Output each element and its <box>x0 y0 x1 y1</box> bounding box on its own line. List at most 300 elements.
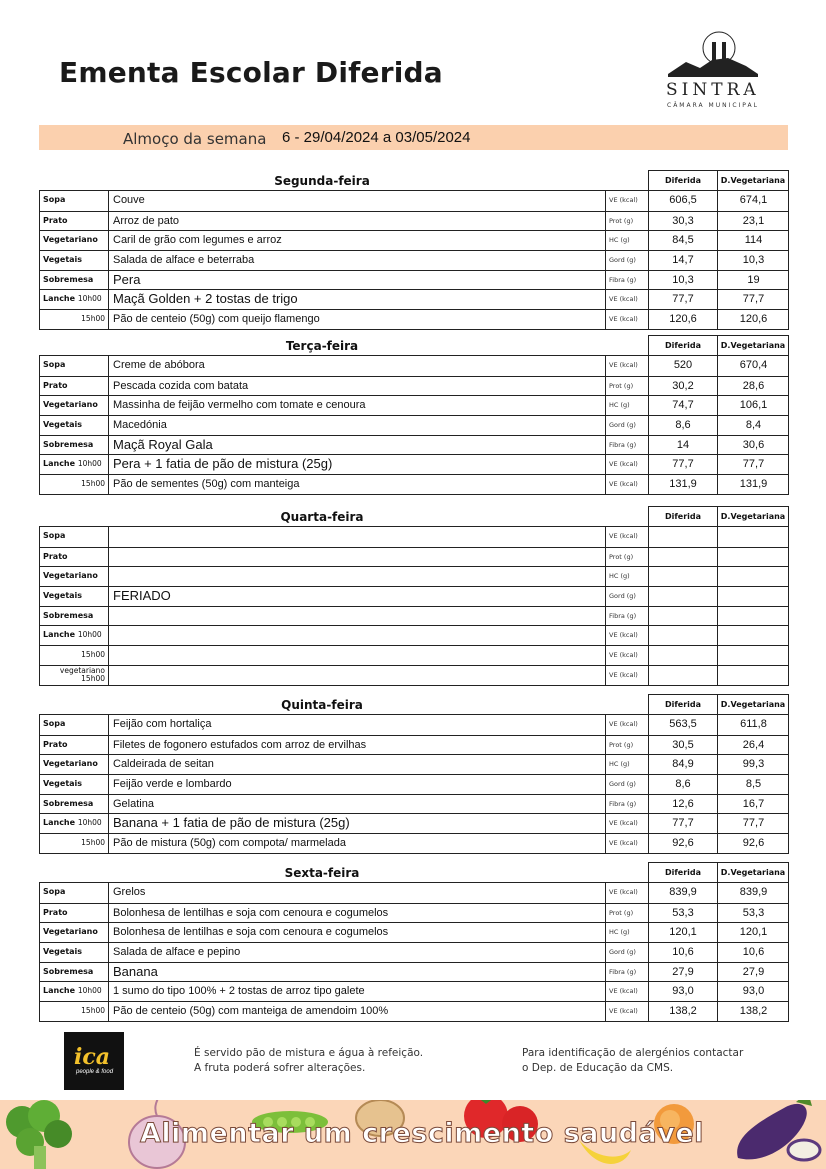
row-unit: Gord (g) <box>606 775 649 794</box>
table-row <box>40 665 788 685</box>
row-dish: Couve <box>109 191 606 211</box>
row-category-label: Sopa <box>43 719 66 728</box>
row-value-diferida <box>649 587 718 606</box>
footer-note-line: Para identificação de alergénios contactar <box>522 1047 744 1059</box>
row-unit: VE (kcal) <box>606 883 649 903</box>
row-category-label: Vegetais <box>43 947 83 957</box>
row-value-vegetariana <box>718 607 789 626</box>
broccoli-icon <box>0 1100 80 1169</box>
table-row <box>40 922 788 942</box>
row-value-diferida: 120,1 <box>649 923 718 942</box>
day-table <box>39 335 789 495</box>
table-row <box>40 625 788 645</box>
footer-note-right <box>522 1046 743 1076</box>
row-value-vegetariana: 8,4 <box>745 419 762 432</box>
row-value-vegetariana: 670,4 <box>739 359 768 371</box>
row-unit: HC (g) <box>606 396 649 415</box>
row-unit: Prot (g) <box>606 212 649 231</box>
row-value-diferida: 10,6 <box>649 943 718 962</box>
row-category-label: Vegetariano <box>43 759 98 769</box>
table-row <box>40 230 788 250</box>
row-unit: VE (kcal) <box>606 666 649 685</box>
row-category <box>40 775 109 794</box>
row-category <box>40 271 109 290</box>
row-dish: Banana <box>109 963 606 982</box>
table-row <box>40 606 788 626</box>
row-dish: Pera <box>109 271 606 290</box>
row-value-vegetariana: 114 <box>744 234 763 247</box>
row-category-label: Vegetariano <box>43 235 98 245</box>
row-category <box>40 646 109 665</box>
column-header-diferida: Diferida <box>648 694 718 714</box>
table-row <box>40 454 788 474</box>
day-table <box>39 694 789 854</box>
table-row <box>40 715 788 735</box>
day-rows <box>39 882 789 1022</box>
row-category <box>40 883 109 903</box>
day-rows <box>39 526 789 686</box>
week-bar <box>39 125 788 150</box>
row-value-vegetariana: 77,7 <box>742 458 765 471</box>
row-category <box>40 963 109 982</box>
row-time: 10h00 <box>77 986 102 996</box>
row-unit: HC (g) <box>606 923 649 942</box>
table-row <box>40 981 788 1001</box>
day-header <box>39 170 789 190</box>
row-category-label: Prato <box>43 739 68 749</box>
week-range: 6 - 29/04/2024 a 03/05/2024 <box>282 129 471 146</box>
row-unit: Prot (g) <box>606 904 649 923</box>
row-unit: Gord (g) <box>606 587 649 606</box>
row-category-label: Lanche <box>43 294 76 304</box>
row-time: 10h00 <box>77 818 102 828</box>
row-value-vegetariana <box>718 527 789 547</box>
row-category-label: Lanche <box>43 818 76 828</box>
row-dish: Feijão com hortaliça <box>109 715 606 735</box>
row-category-label: Prato <box>43 215 68 225</box>
row-dish: Massinha de feijão vermelho com tomate e cenoura <box>109 396 606 415</box>
row-dish: FERIADO <box>109 587 606 606</box>
row-value-diferida: 93,0 <box>649 982 718 1001</box>
column-header-diferida: Diferida <box>648 335 718 355</box>
row-dish: Pão de mistura (50g) com compota/ marmelada <box>109 834 606 853</box>
row-unit: Fibra (g) <box>606 607 649 626</box>
row-unit: Prot (g) <box>606 736 649 755</box>
row-value-vegetariana: 93,0 <box>742 985 765 998</box>
row-dish: Filetes de fogonero estufados com arroz de ervilhas <box>109 736 606 755</box>
row-dish: Caldeirada de seitan <box>109 755 606 774</box>
row-value-vegetariana: 674,1 <box>739 194 768 206</box>
row-category <box>40 1002 109 1021</box>
day-rows <box>39 190 789 330</box>
row-category-label: Sopa <box>43 887 66 896</box>
row-unit: Gord (g) <box>606 943 649 962</box>
row-category <box>40 795 109 814</box>
row-category <box>40 755 109 774</box>
row-value-vegetariana: 92,6 <box>742 837 765 850</box>
row-category-label: Vegetariano <box>43 571 98 581</box>
table-row <box>40 250 788 270</box>
row-value-diferida: 8,6 <box>649 775 718 794</box>
row-value-vegetariana: 10,3 <box>742 254 765 267</box>
row-time: 15h00 <box>81 314 105 324</box>
row-dish: Macedónia <box>109 416 606 435</box>
logo-subtitle: CÂMARA MUNICIPAL <box>667 102 759 109</box>
row-value-vegetariana <box>718 646 789 665</box>
row-category <box>40 251 109 270</box>
row-time: 10h00 <box>77 630 102 640</box>
row-value-diferida: 606,5 <box>649 191 718 211</box>
row-dish: Caril de grão com legumes e arroz <box>109 231 606 250</box>
row-category-label: vegetariano <box>59 665 105 675</box>
row-category <box>40 356 109 376</box>
row-time: 15h00 <box>81 673 105 683</box>
row-category <box>40 736 109 755</box>
day-header <box>39 694 789 714</box>
day-header <box>39 335 789 355</box>
row-value-vegetariana: 23,1 <box>742 214 765 227</box>
row-value-diferida: 92,6 <box>649 834 718 853</box>
table-row <box>40 735 788 755</box>
row-unit: VE (kcal) <box>606 1002 649 1021</box>
row-category <box>40 416 109 435</box>
row-category <box>40 567 109 586</box>
row-value-diferida: 74,7 <box>649 396 718 415</box>
row-time: 10h00 <box>77 459 102 469</box>
day-name: Quarta-feira <box>280 510 364 524</box>
row-value-diferida: 84,5 <box>649 231 718 250</box>
row-category <box>40 607 109 626</box>
table-row <box>40 395 788 415</box>
day-rows <box>39 355 789 495</box>
row-unit: VE (kcal) <box>606 834 649 853</box>
footer-note-line: o Dep. de Educação da CMS. <box>522 1062 674 1074</box>
row-unit: Fibra (g) <box>606 795 649 814</box>
row-value-vegetariana: 8,5 <box>745 778 762 791</box>
table-row <box>40 289 788 309</box>
row-value-diferida: 563,5 <box>649 715 718 735</box>
row-dish: Feijão verde e lombardo <box>109 775 606 794</box>
row-dish <box>109 607 606 626</box>
row-category <box>40 626 109 645</box>
table-row <box>40 962 788 982</box>
ica-logo-subtext: people & food <box>76 1069 114 1075</box>
row-value-vegetariana: 30,6 <box>742 438 765 451</box>
row-category-label: Sopa <box>43 531 66 540</box>
row-category <box>40 191 109 211</box>
row-dish: Grelos <box>109 883 606 903</box>
row-value-vegetariana <box>718 587 789 606</box>
column-header-vegetariana: D.Vegetariana <box>717 335 789 355</box>
row-dish: 1 sumo do tipo 100% + 2 tostas de arroz tipo galete <box>109 982 606 1001</box>
row-unit: Fibra (g) <box>606 963 649 982</box>
row-category <box>40 834 109 853</box>
day-table <box>39 170 789 330</box>
row-time: 15h00 <box>81 650 105 660</box>
row-unit: VE (kcal) <box>606 455 649 474</box>
column-header-diferida: Diferida <box>648 862 718 882</box>
row-value-vegetariana <box>718 666 789 685</box>
row-category-label: Sopa <box>43 360 66 369</box>
table-row <box>40 415 788 435</box>
day-name: Terça-feira <box>285 339 359 353</box>
row-category <box>40 212 109 231</box>
day-header <box>39 862 789 882</box>
row-dish: Salada de alface e pepino <box>109 943 606 962</box>
row-value-diferida <box>649 567 718 586</box>
row-value-diferida: 84,9 <box>649 755 718 774</box>
row-category-label: Vegetariano <box>43 927 98 937</box>
row-value-diferida: 77,7 <box>649 814 718 833</box>
row-unit: VE (kcal) <box>606 982 649 1001</box>
row-category-label: Vegetais <box>43 255 83 265</box>
row-category-label: Vegetais <box>43 591 83 601</box>
footer-note-line: É servido pão de mistura e água à refeição. <box>194 1047 424 1059</box>
row-category <box>40 290 109 309</box>
row-value-vegetariana: 106,1 <box>739 399 768 412</box>
row-value-vegetariana: 120,1 <box>739 926 768 939</box>
table-row <box>40 833 788 853</box>
row-unit: VE (kcal) <box>606 527 649 547</box>
row-category <box>40 904 109 923</box>
logo-brand: SINTRA <box>666 80 760 100</box>
row-value-vegetariana: 611,8 <box>740 718 767 730</box>
row-category <box>40 310 109 329</box>
row-time: 15h00 <box>81 479 105 489</box>
row-dish: Creme de abóbora <box>109 356 606 376</box>
row-value-vegetariana: 27,9 <box>742 965 765 978</box>
day-rows <box>39 714 789 854</box>
column-header-vegetariana: D.Vegetariana <box>717 506 789 526</box>
row-dish: Arroz de pato <box>109 212 606 231</box>
row-dish: Pescada cozida com batata <box>109 377 606 396</box>
row-value-diferida: 12,6 <box>649 795 718 814</box>
table-row <box>40 883 788 903</box>
row-dish: Gelatina <box>109 795 606 814</box>
row-value-vegetariana <box>718 626 789 645</box>
day-name: Quinta-feira <box>281 698 363 712</box>
row-value-vegetariana: 138,2 <box>739 1005 768 1018</box>
table-row <box>40 942 788 962</box>
row-value-diferida: 14 <box>649 436 718 455</box>
footer-note-left <box>194 1046 423 1076</box>
row-category <box>40 436 109 455</box>
row-unit: VE (kcal) <box>606 626 649 645</box>
row-value-diferida: 14,7 <box>649 251 718 270</box>
table-row <box>40 309 788 329</box>
row-time: 15h00 <box>81 1006 105 1016</box>
eggplant-icon <box>728 1100 826 1169</box>
row-value-vegetariana: 77,7 <box>742 817 765 830</box>
row-dish: Pão de centeio (50g) com queijo flamengo <box>109 310 606 329</box>
row-value-vegetariana <box>718 548 789 567</box>
row-time: 15h00 <box>81 838 105 848</box>
row-category-label: Vegetais <box>43 420 83 430</box>
row-unit: Fibra (g) <box>606 271 649 290</box>
table-row <box>40 527 788 547</box>
row-category-label: Vegetais <box>43 779 83 789</box>
row-value-diferida: 10,3 <box>649 271 718 290</box>
day-name: Segunda-feira <box>274 174 370 188</box>
row-category <box>40 396 109 415</box>
column-header-vegetariana: D.Vegetariana <box>717 694 789 714</box>
row-value-vegetariana: 77,7 <box>742 293 765 306</box>
day-header <box>39 506 789 526</box>
row-dish: Maçã Golden + 2 tostas de trigo <box>109 290 606 309</box>
row-unit: VE (kcal) <box>606 310 649 329</box>
row-category <box>40 377 109 396</box>
footer-note-line: A fruta poderá sofrer alterações. <box>194 1062 366 1074</box>
row-value-vegetariana: 99,3 <box>742 758 765 771</box>
row-category <box>40 814 109 833</box>
row-dish <box>109 527 606 547</box>
row-dish: Pão de centeio (50g) com manteiga de amendoim 100% <box>109 1002 606 1021</box>
row-time: 10h00 <box>77 294 102 304</box>
row-value-vegetariana <box>718 567 789 586</box>
row-dish <box>109 626 606 645</box>
row-value-diferida: 8,6 <box>649 416 718 435</box>
row-value-diferida: 131,9 <box>649 475 718 494</box>
row-unit: Gord (g) <box>606 416 649 435</box>
row-value-diferida: 839,9 <box>649 883 718 903</box>
table-row <box>40 191 788 211</box>
row-dish <box>109 548 606 567</box>
row-category <box>40 475 109 494</box>
row-dish: Salada de alface e beterraba <box>109 251 606 270</box>
row-unit: HC (g) <box>606 231 649 250</box>
row-category-label: Sobremesa <box>43 798 94 808</box>
row-value-diferida: 27,9 <box>649 963 718 982</box>
row-value-diferida: 53,3 <box>649 904 718 923</box>
row-category-label: Sobremesa <box>43 610 94 620</box>
row-category <box>40 982 109 1001</box>
row-dish <box>109 646 606 665</box>
row-value-diferida: 138,2 <box>649 1002 718 1021</box>
day-table <box>39 862 789 1022</box>
table-row <box>40 903 788 923</box>
slogan: Alimentar um crescimento saudável <box>140 1118 704 1149</box>
row-dish: Bolonhesa de lentilhas e soja com cenoura e cogumelos <box>109 904 606 923</box>
sintra-emblem-icon <box>666 30 760 78</box>
table-row <box>40 435 788 455</box>
row-category <box>40 666 109 685</box>
row-category-label: Lanche <box>43 459 76 469</box>
row-unit: VE (kcal) <box>606 290 649 309</box>
table-row <box>40 474 788 494</box>
row-value-diferida: 30,5 <box>649 736 718 755</box>
table-row <box>40 547 788 567</box>
row-category <box>40 548 109 567</box>
row-dish <box>109 666 606 685</box>
row-category <box>40 527 109 547</box>
row-category <box>40 587 109 606</box>
week-label: Almoço da semana <box>123 130 267 148</box>
row-value-vegetariana: 19 <box>747 273 760 286</box>
row-value-vegetariana: 26,4 <box>742 738 765 751</box>
footer-banner <box>0 1100 826 1169</box>
ica-logo-text: ica <box>74 1044 111 1070</box>
row-category-label: Prato <box>43 551 68 561</box>
row-value-vegetariana: 120,6 <box>739 313 768 326</box>
table-row <box>40 1001 788 1021</box>
row-value-diferida <box>649 607 718 626</box>
row-unit: VE (kcal) <box>606 814 649 833</box>
row-value-vegetariana: 131,9 <box>739 478 768 491</box>
column-header-vegetariana: D.Vegetariana <box>717 170 789 190</box>
row-value-vegetariana: 28,6 <box>742 379 765 392</box>
table-row <box>40 645 788 665</box>
row-dish: Maçã Royal Gala <box>109 436 606 455</box>
row-unit: VE (kcal) <box>606 646 649 665</box>
row-category-label: Sobremesa <box>43 439 94 449</box>
table-row <box>40 774 788 794</box>
table-row <box>40 586 788 606</box>
row-category-label: Vegetariano <box>43 400 98 410</box>
row-value-diferida: 30,3 <box>649 212 718 231</box>
row-value-vegetariana: 839,9 <box>739 886 768 898</box>
row-category-label: Lanche <box>43 630 76 640</box>
row-value-diferida <box>649 646 718 665</box>
row-unit: Prot (g) <box>606 377 649 396</box>
table-row <box>40 270 788 290</box>
page-title: Ementa Escolar Diferida <box>59 56 443 89</box>
row-unit: Fibra (g) <box>606 436 649 455</box>
table-row <box>40 376 788 396</box>
column-header-diferida: Diferida <box>648 170 718 190</box>
row-value-diferida <box>649 548 718 567</box>
row-unit: VE (kcal) <box>606 715 649 735</box>
row-value-vegetariana: 53,3 <box>742 906 765 919</box>
row-category <box>40 943 109 962</box>
row-unit: VE (kcal) <box>606 191 649 211</box>
row-value-diferida: 77,7 <box>649 290 718 309</box>
row-unit: Prot (g) <box>606 548 649 567</box>
row-value-vegetariana: 10,6 <box>742 946 765 959</box>
row-category-label: Prato <box>43 380 68 390</box>
row-category <box>40 715 109 735</box>
row-unit: Gord (g) <box>606 251 649 270</box>
table-row <box>40 813 788 833</box>
row-value-diferida: 120,6 <box>649 310 718 329</box>
row-dish: Pera + 1 fatia de pão de mistura (25g) <box>109 455 606 474</box>
table-row <box>40 754 788 774</box>
row-unit: VE (kcal) <box>606 475 649 494</box>
row-dish: Bolonhesa de lentilhas e soja com cenoura e cogumelos <box>109 923 606 942</box>
row-category-label: Prato <box>43 907 68 917</box>
row-category <box>40 231 109 250</box>
row-category-label: Lanche <box>43 986 76 996</box>
row-unit: HC (g) <box>606 755 649 774</box>
row-category-label: Sobremesa <box>43 966 94 976</box>
column-header-vegetariana: D.Vegetariana <box>717 862 789 882</box>
table-row <box>40 356 788 376</box>
row-value-diferida <box>649 527 718 547</box>
row-value-vegetariana: 16,7 <box>742 797 765 810</box>
row-dish: Pão de sementes (50g) com manteiga <box>109 475 606 494</box>
ica-logo <box>64 1032 124 1090</box>
table-row <box>40 794 788 814</box>
row-dish: Banana + 1 fatia de pão de mistura (25g) <box>109 814 606 833</box>
row-unit: HC (g) <box>606 567 649 586</box>
sintra-logo <box>664 30 764 110</box>
row-category <box>40 923 109 942</box>
row-value-diferida: 520 <box>649 356 718 376</box>
table-row <box>40 211 788 231</box>
row-dish <box>109 567 606 586</box>
row-value-diferida: 77,7 <box>649 455 718 474</box>
row-category <box>40 455 109 474</box>
row-unit: VE (kcal) <box>606 356 649 376</box>
